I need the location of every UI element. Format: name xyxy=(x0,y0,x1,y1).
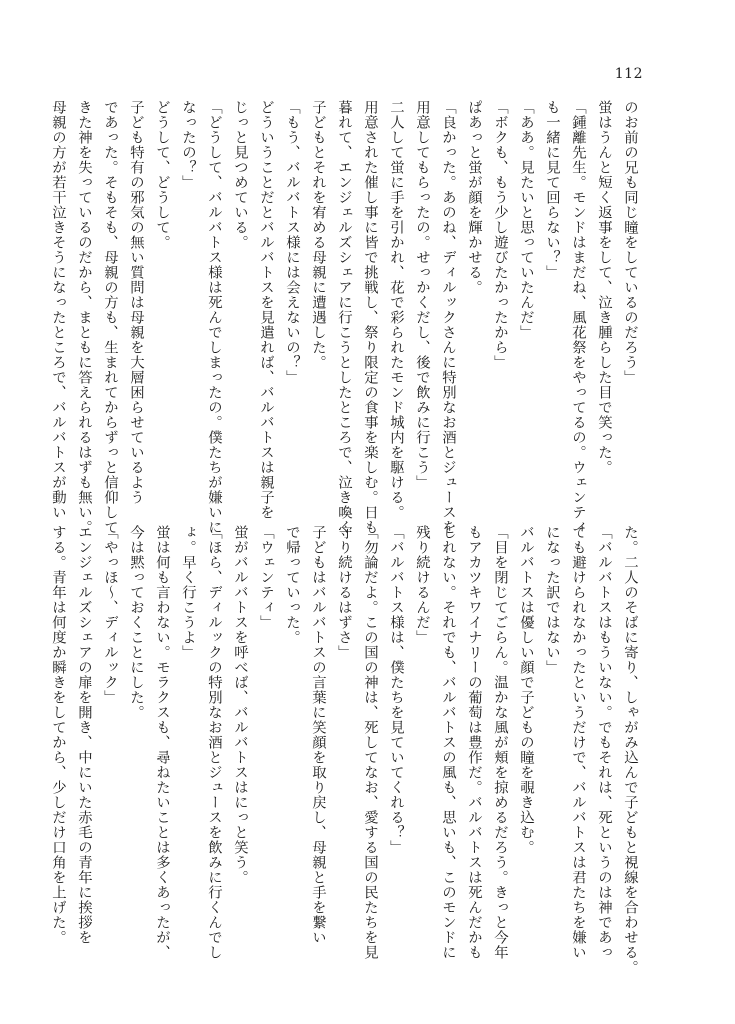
text-line: で帰っていった。 xyxy=(284,525,300,645)
text-line: 子どもはバルバトスの言葉に笑顔を取り戻し、母親と手を繋い xyxy=(310,525,326,945)
text-line: た。二人のそばに寄り、しゃがみ込んで子どもと視線を合わせる。 xyxy=(622,525,638,975)
text-line: 二人して蛍に手を引かれ、花で彩られたモンド城内を駆ける。 xyxy=(388,100,404,520)
text-line: エンジェルズシェアの扉を開き、中にいた赤毛の青年に挨拶を xyxy=(76,525,92,945)
text-line: どうして、どうして。 xyxy=(154,100,170,250)
text-line: バルバトスは優しい顔で子どもの瞳を覗き込む。 xyxy=(518,525,534,855)
text-block-bottom xyxy=(50,525,643,975)
text-line: 「良かった。あのね、ディルックさんに特別なお酒とジュースを xyxy=(440,100,456,535)
text-line: 「バルバトス様は、僕たちを見ていてくれる？」 xyxy=(388,525,404,855)
text-line: であった。そもそも、母親の方も、生まれてからずっと信仰して xyxy=(102,100,118,535)
text-line: 子ども特有の邪気の無い質問は母親を大層困らせているよう xyxy=(128,100,144,505)
text-line: 「バルバトスはもういない。でもそれは、死というのは神であっ xyxy=(596,525,612,960)
text-line: になった訳ではない」 xyxy=(544,525,560,675)
text-line: のお前の兄も同じ瞳をしているのだろう」 xyxy=(622,100,638,385)
text-line: 「勿論だよ。この国の神は、死してなお、愛する国の民たちを見 xyxy=(362,525,378,960)
text-line: 守り続けるはずさ」 xyxy=(336,525,352,660)
text-line: 「ボクも、もう少し遊びたかったから」 xyxy=(492,100,508,370)
text-line: する。青年は何度か瞬きをしてから、少しだけ口角を上げた。 xyxy=(50,525,66,945)
text-line: 蛍がバルバトスを呼べば、バルバトスはにっと笑う。 xyxy=(232,525,248,885)
page-number: 112 xyxy=(614,66,643,82)
text-line: どういうことだとバルバトスを見遣れば、バルバトスは親子を xyxy=(258,100,274,520)
text-line: も一緒に見て回らない？」 xyxy=(544,100,560,280)
text-line: 子どもとそれを宥める母親に遭遇した。 xyxy=(310,100,326,370)
text-line: 母親の方が若干泣きそうになったところで、バルバトスが動い xyxy=(50,100,66,520)
text-line: 「ほら、ディルックの特別なお酒とジュースを飲みに行くんでし xyxy=(206,525,222,960)
text-line: 「目を閉じてごらん。温かな風が頬を掠めるだろう。きっと今年 xyxy=(492,525,508,960)
text-line: 「ああ。見たいと思っていたんだ」 xyxy=(518,100,534,340)
text-line: もアカツキワイナリーの葡萄は豊作だ。バルバトスは死んだかも xyxy=(466,525,482,960)
text-line: 「ウェンティ」 xyxy=(258,525,274,630)
text-line: 残り続けるんだ」 xyxy=(414,525,430,645)
text-line: 用意された催し事に皆で挑戦し、祭り限定の食事を楽しむ。日も xyxy=(362,100,378,535)
text-line: 「どうして、バルバトス様は死んでしまったの。僕たちが嫌いに xyxy=(206,100,222,535)
text-line: じっと見つめている。 xyxy=(232,100,248,250)
text-line: しれない。それでも、バルバトスの風も、思いも、このモンドに xyxy=(440,525,456,960)
text-line: ても避けられなかったというだけで、バルバトスは君たちを嫌い xyxy=(570,525,586,960)
text-line: きた神を失っているのだから、まともに答えられるはずも無い。 xyxy=(76,100,92,535)
text-line: 暮れて、エンジェルズシェアに行こうとしたところで、泣き喚く xyxy=(336,100,352,535)
text-line: 「やっほ～、ディルック」 xyxy=(102,525,118,705)
text-block-top xyxy=(50,100,643,535)
text-line: 「鍾離先生。モンドはまだね、風花祭をやってるの。ウェンティ xyxy=(570,100,586,535)
text-line: 今は黙っておくことにした。 xyxy=(128,525,144,720)
text-line: ぱあっと蛍が顔を輝かせる。 xyxy=(466,100,482,295)
text-line: 蛍は何も言わない。モラクスも、尋ねたいことは多くあったが、 xyxy=(154,525,170,960)
text-line: 「もう、バルバトス様には会えないの？」 xyxy=(284,100,300,385)
text-line: なったの？」 xyxy=(180,100,196,190)
text-line: 蛍はうんと短く返事をして、泣き腫らした目で笑った。 xyxy=(596,100,612,475)
text-line: ょ。早く行こうよ」 xyxy=(180,525,196,660)
text-line: 用意してもらったの。せっかくだし、後で飲みに行こう」 xyxy=(414,100,430,490)
